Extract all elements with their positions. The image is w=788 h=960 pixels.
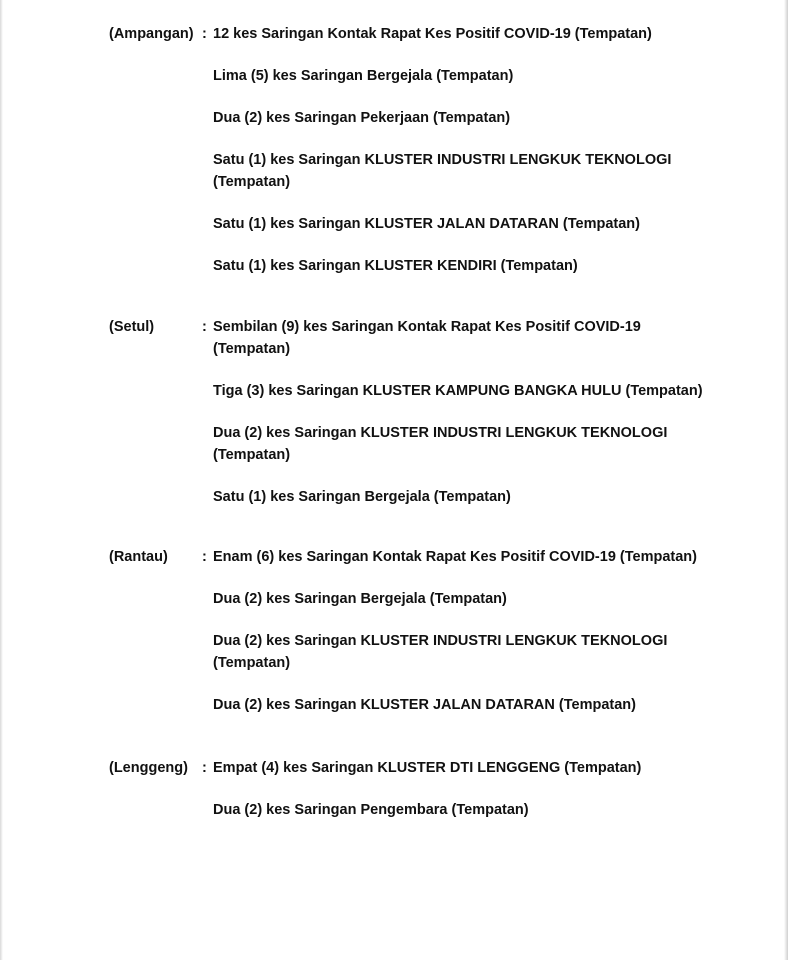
entry: Lima (5) kes Saringan Bergejala (Tempatan) [213, 68, 514, 84]
entry: Satu (1) kes Saringan KLUSTER JALAN DATARAN (Tempatan) [213, 216, 640, 232]
entry: Dua (2) kes Saringan KLUSTER INDUSTRI LENGKUK TEKNOLOGI (Tempatan) [213, 425, 668, 463]
entry: Satu (1) kes Saringan Bergejala (Tempatan) [213, 489, 511, 505]
entry: Dua (2) kes Saringan Bergejala (Tempatan) [213, 591, 507, 607]
page-left-shadow [0, 0, 3, 960]
entry: Sembilan (9) kes Saringan Kontak Rapat Kes Positif COVID-19 (Tempatan) [213, 319, 641, 357]
entry: Satu (1) kes Saringan KLUSTER KENDIRI (Tempatan) [213, 258, 578, 274]
section-colon: : [202, 549, 207, 565]
entry: Dua (2) kes Saringan KLUSTER JALAN DATARAN (Tempatan) [213, 697, 636, 713]
section-colon: : [202, 26, 207, 42]
section-entries [213, 23, 758, 297]
entry: 12 kes Saringan Kontak Rapat Kes Positif COVID-19 (Tempatan) [213, 26, 652, 42]
section-label: (Rantau) [109, 549, 168, 565]
section-entries [213, 316, 758, 528]
section-label: (Setul) [109, 319, 155, 335]
entry: Satu (1) kes Saringan KLUSTER INDUSTRI LENGKUK TEKNOLOGI (Tempatan) [213, 152, 672, 190]
entry: Enam (6) kes Saringan Kontak Rapat Kes Positif COVID-19 (Tempatan) [213, 549, 697, 565]
entry: Dua (2) kes Saringan Pengembara (Tempatan) [213, 802, 529, 818]
section-colon: : [202, 319, 207, 335]
page-right-shadow [784, 0, 788, 960]
section-label: (Lenggeng) [109, 760, 188, 776]
entry: Dua (2) kes Saringan KLUSTER INDUSTRI LENGKUK TEKNOLOGI (Tempatan) [213, 633, 668, 671]
section-label: (Ampangan) [109, 26, 194, 42]
entry: Dua (2) kes Saringan Pekerjaan (Tempatan) [213, 110, 511, 126]
entry: Tiga (3) kes Saringan KLUSTER KAMPUNG BANGKA HULU (Tempatan) [213, 383, 703, 399]
section-entries [213, 757, 758, 841]
section-colon: : [202, 760, 207, 776]
section-entries [213, 546, 758, 736]
entry: Empat (4) kes Saringan KLUSTER DTI LENGGENG (Tempatan) [213, 760, 642, 776]
